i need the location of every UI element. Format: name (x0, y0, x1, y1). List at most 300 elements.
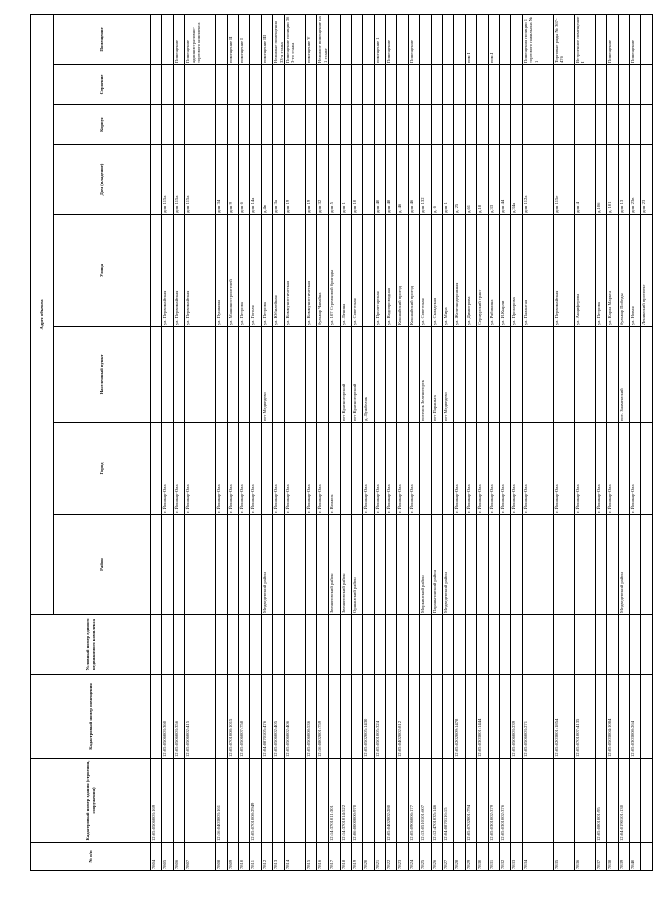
city-cell: г. Йошкар-Ола (238, 423, 249, 515)
house-cell: д. 6 (431, 145, 442, 215)
stroenie-cell (273, 65, 285, 105)
cad-building-cell (511, 759, 522, 843)
room-cell (500, 14, 511, 64)
row-number: 7832 (500, 843, 511, 871)
korpus-cell (618, 105, 629, 145)
district-cell (162, 515, 173, 615)
korpus-cell (351, 105, 362, 145)
row-number: 7815 (305, 843, 316, 871)
street-cell: ул. Юбилейная (273, 215, 285, 327)
cad-room-cell (351, 675, 362, 759)
row-number: 7827 (443, 843, 454, 871)
table-row (185, 14, 216, 870)
cond-num-cell (595, 615, 606, 675)
house-cell: д.4в (261, 145, 272, 215)
table-row (173, 14, 184, 870)
cond-num-cell (454, 615, 465, 675)
header-num: № п/п (31, 843, 151, 871)
row-number: 7834 (522, 843, 553, 871)
city-cell: г. Йошкар-Ола (363, 423, 374, 515)
district-cell (595, 515, 606, 615)
table-row (477, 14, 488, 870)
district-cell (522, 515, 553, 615)
settlement-cell (386, 327, 397, 423)
stroenie-cell (305, 65, 316, 105)
house-cell: дом 9 (227, 145, 238, 215)
street-cell: ул. Карла Маркса (607, 215, 618, 327)
header-stroenie: Строение (54, 65, 151, 105)
korpus-cell (216, 105, 227, 145)
korpus-cell (151, 105, 162, 145)
district-cell (317, 515, 329, 615)
table-row (374, 14, 385, 870)
cond-num-cell (420, 615, 431, 675)
stroenie-cell (431, 65, 442, 105)
stroenie-cell (477, 65, 488, 105)
row-number: 7820 (363, 843, 374, 871)
street-cell: ул. Петрова (238, 215, 249, 327)
city-cell: г. Йошкар-Ола (595, 423, 606, 515)
settlement-cell: пгт Параньга (431, 327, 442, 423)
street-cell: ул. Первомайская (162, 215, 173, 327)
row-number: 7838 (607, 843, 618, 871)
row-number: 7814 (284, 843, 305, 871)
district-cell (151, 515, 162, 615)
cond-num-cell (227, 615, 238, 675)
room-cell (641, 14, 652, 64)
cond-num-cell (317, 615, 329, 675)
street-cell (151, 215, 162, 327)
cad-room-cell: 12:05:0303001:1444 (477, 675, 488, 759)
cad-building-cell: 12:13:0510101:607 (420, 759, 431, 843)
house-cell (363, 145, 374, 215)
cond-num-cell (488, 615, 499, 675)
cond-num-cell (397, 615, 408, 675)
settlement-cell (465, 327, 476, 423)
city-cell: г. Йошкар-Ола (574, 423, 595, 515)
stroenie-cell (363, 65, 374, 105)
row-number: 7833 (511, 843, 522, 871)
table-row (595, 14, 606, 870)
cond-num-cell (443, 615, 454, 675)
house-cell: д.18 (477, 145, 488, 215)
table-row (351, 14, 362, 870)
house-cell: дом 115а (185, 145, 216, 215)
room-cell (363, 14, 374, 64)
district-cell (173, 515, 184, 615)
table-row (340, 14, 351, 870)
table-row (511, 14, 522, 870)
cad-room-cell (250, 675, 261, 759)
settlement-cell (238, 327, 249, 423)
cond-num-cell (162, 615, 173, 675)
cond-num-cell (408, 615, 419, 675)
cond-num-cell (185, 615, 216, 675)
table-row (454, 14, 465, 870)
cad-building-cell: 12:05:0301002:376 (500, 759, 511, 843)
house-cell: д. 101 (607, 145, 618, 215)
street-cell: бульвар Чавайна (317, 215, 329, 327)
city-cell: г. Йошкар-Ола (317, 423, 329, 515)
table-row (641, 14, 652, 870)
stroenie-cell (454, 65, 465, 105)
settlement-cell (629, 327, 640, 423)
house-cell: д.33 (488, 145, 499, 215)
house-cell: дом 1 (340, 145, 351, 215)
stroenie-cell (629, 65, 640, 105)
cad-building-cell: 12:06:0000000:970 (351, 759, 362, 843)
district-cell: Медведевский район (443, 515, 454, 615)
room-cell (431, 14, 442, 64)
cond-num-cell (522, 615, 553, 675)
cad-building-cell: 12:04:0870116:15 (443, 759, 454, 843)
korpus-cell (431, 105, 442, 145)
house-cell: дом 112а (522, 145, 553, 215)
cad-building-cell: 12:05:0301002:379 (488, 759, 499, 843)
street-cell: Сернурский тракт (477, 215, 488, 327)
cad-room-cell: 12:05:0506003:239 (511, 675, 522, 759)
stroenie-cell (408, 65, 419, 105)
district-cell: Моркинский район (420, 515, 431, 615)
city-cell: г. Йошкар-Ола (607, 423, 618, 515)
district-cell: Медведевский район (618, 515, 629, 615)
street-cell: ул. Пролетарская (374, 215, 385, 327)
korpus-cell (522, 105, 553, 145)
room-cell: Помещение административно-торгового комплекса (185, 14, 216, 64)
district-cell (511, 515, 522, 615)
row-number: 7828 (454, 843, 465, 871)
city-cell (641, 423, 652, 515)
settlement-cell (553, 327, 574, 423)
room-cell: Помещение (386, 14, 397, 64)
room-cell (443, 14, 454, 64)
row-number: 7822 (386, 843, 397, 871)
stroenie-cell (329, 65, 340, 105)
row-number: 7818 (340, 843, 351, 871)
house-cell: дом 115е (553, 145, 574, 215)
settlement-cell (522, 327, 553, 423)
table-row (408, 14, 419, 870)
street-cell (363, 215, 374, 327)
row-number: 7830 (477, 843, 488, 871)
street-cell: ул. Петрова (261, 215, 272, 327)
cad-building-cell (397, 759, 408, 843)
district-cell (273, 515, 285, 615)
row-number (641, 843, 652, 871)
stroenie-cell (386, 65, 397, 105)
cad-room-cell: 12:05:0506008:536 (305, 675, 316, 759)
room-cell: пом.I (488, 14, 499, 64)
house-cell: дом 19 (284, 145, 305, 215)
cond-num-cell (284, 615, 305, 675)
room-cell (340, 14, 351, 64)
settlement-cell (216, 327, 227, 423)
cad-room-cell: 12:05:0503004:1084 (607, 675, 618, 759)
table-row (488, 14, 499, 870)
cad-room-cell (618, 675, 629, 759)
cad-room-cell (408, 675, 419, 759)
row-number: 7821 (374, 843, 385, 871)
house-cell: дом 34 (216, 145, 227, 215)
korpus-cell (511, 105, 522, 145)
district-cell: Звениговский район (340, 515, 351, 615)
house-cell: дом 19 (305, 145, 316, 215)
street-cell: ул. Прохорова (511, 215, 522, 327)
city-cell: г. Йошкар-Ола (305, 423, 316, 515)
cad-building-cell (574, 759, 595, 843)
settlement-cell: пгт Медведево (261, 327, 272, 423)
stroenie-cell (511, 65, 522, 105)
korpus-cell (250, 105, 261, 145)
header-cad-building: Кадастровый номер здания (строения, сооружения) (31, 759, 151, 843)
korpus-cell (363, 105, 374, 145)
stroenie-cell (227, 65, 238, 105)
header-cond-num: Условный номер единого недвижимого комплекса (31, 615, 151, 675)
row-number: 7836 (574, 843, 595, 871)
city-cell: г. Йошкар-Ола (477, 423, 488, 515)
table-row (305, 14, 316, 870)
stroenie-cell (618, 65, 629, 105)
city-cell: г. Йошкар-Ола (629, 423, 640, 515)
stroenie-cell (500, 65, 511, 105)
district-cell: Оршанский район (351, 515, 362, 615)
room-cell: помещение I (238, 14, 249, 64)
street-cell: Ленинский проспект (641, 215, 652, 327)
table-row (431, 14, 442, 870)
korpus-cell (305, 105, 316, 145)
street-cell: ул. Димитрова (465, 215, 476, 327)
room-cell (329, 14, 340, 64)
city-cell (151, 423, 162, 515)
korpus-cell (397, 105, 408, 145)
room-cell: Помещение (408, 14, 419, 64)
stroenie-cell (607, 65, 618, 105)
cad-room-cell: 12:05:0506007:758 (238, 675, 249, 759)
korpus-cell (607, 105, 618, 145)
header-street: Улица (54, 215, 151, 327)
house-cell: д. 25 (454, 145, 465, 215)
table-row (629, 14, 640, 870)
cad-building-cell (238, 759, 249, 843)
korpus-cell (641, 105, 652, 145)
city-cell: г. Йошкар-Ола (386, 423, 397, 515)
stroenie-cell (397, 65, 408, 105)
korpus-cell (443, 105, 454, 145)
cond-num-cell (329, 615, 340, 675)
settlement-cell (574, 327, 595, 423)
district-cell (454, 515, 465, 615)
korpus-cell (238, 105, 249, 145)
stroenie-cell (595, 65, 606, 105)
cad-room-cell: 12:05:0506002:406 (284, 675, 305, 759)
cad-building-cell (317, 759, 329, 843)
korpus-cell (162, 105, 173, 145)
city-cell: г. Йошкар-Ола (408, 423, 419, 515)
district-cell (488, 515, 499, 615)
district-cell (408, 515, 419, 615)
house-cell: дом 1 (443, 145, 454, 215)
city-cell: г. Йошкар-Ола (284, 423, 305, 515)
street-cell: ул. Советская (420, 215, 431, 327)
cad-building-cell: 12:05:0702001:794 (465, 759, 476, 843)
korpus-cell (185, 105, 216, 145)
cad-building-cell (607, 759, 618, 843)
korpus-cell (477, 105, 488, 145)
city-cell: г. Йошкар-Ола (397, 423, 408, 515)
cond-num-cell (431, 615, 442, 675)
stroenie-cell (216, 65, 227, 105)
row-number: 7811 (250, 843, 261, 871)
city-cell: г. Йошкар-Ола (185, 423, 216, 515)
district-cell (500, 515, 511, 615)
cad-building-cell: 12:14:3701011:301 (329, 759, 340, 843)
house-cell: дом 115а (173, 145, 184, 215)
street-cell: ул. Петрова (595, 215, 606, 327)
house-cell: дом 10 (351, 145, 362, 215)
street-cell: ул. Водопроводная (386, 215, 397, 327)
city-cell: г. Йошкар-Ола (488, 423, 499, 515)
street-cell: ул. Первомайская (185, 215, 216, 327)
house-cell: дом 23в (629, 145, 640, 215)
settlement-cell (250, 327, 261, 423)
cad-building-cell (173, 759, 184, 843)
cad-building-cell (641, 759, 652, 843)
cond-num-cell (500, 615, 511, 675)
house-cell: дом 13 (618, 145, 629, 215)
district-cell (216, 515, 227, 615)
cond-num-cell (511, 615, 522, 675)
settlement-cell (185, 327, 216, 423)
house-cell: дом 4 (574, 145, 595, 215)
table-row (500, 14, 511, 870)
settlement-cell: пос. Знаменский (618, 327, 629, 423)
cad-room-cell (216, 675, 227, 759)
settlement-cell (595, 327, 606, 423)
cad-room-cell: 12:16:0802001:759 (317, 675, 329, 759)
row-number: 7809 (227, 843, 238, 871)
cad-room-cell (151, 675, 162, 759)
stroenie-cell (340, 65, 351, 105)
room-cell: Встроенное помещение I (574, 14, 595, 64)
settlement-cell (408, 327, 419, 423)
house-cell: д.61 (465, 145, 476, 215)
cad-room-cell: 12:05:0502005:1430 (363, 675, 374, 759)
room-cell (454, 14, 465, 64)
street-cell: Кокшайский проезд (397, 215, 408, 327)
house-cell: дом 3а (273, 145, 285, 215)
cad-room-cell: 12:05:0701007:4135 (574, 675, 595, 759)
cad-building-cell (629, 759, 640, 843)
cad-building-cell: 12:05:0701008:2949 (250, 759, 261, 843)
street-cell: ул. Первомайская (553, 215, 574, 327)
row-number: 7840 (629, 843, 640, 871)
row-number: 7816 (317, 843, 329, 871)
row-number: 7813 (273, 843, 285, 871)
cond-num-cell (340, 615, 351, 675)
stroenie-cell (261, 65, 272, 105)
house-cell (151, 145, 162, 215)
house-cell: дом 44 (500, 145, 511, 215)
cad-building-cell (374, 759, 385, 843)
table-row (238, 14, 249, 870)
district-cell (607, 515, 618, 615)
district-cell (250, 515, 261, 615)
room-cell: пом I (465, 14, 476, 64)
cond-num-cell (250, 615, 261, 675)
header-city: Город (54, 423, 151, 515)
stroenie-cell (465, 65, 476, 105)
stroenie-cell (151, 65, 162, 105)
street-cell: ул. Железнодорожная (454, 215, 465, 327)
settlement-cell (511, 327, 522, 423)
table-row (607, 14, 618, 870)
cad-building-cell: 12:05:0906006:177 (408, 759, 419, 843)
korpus-cell (465, 105, 476, 145)
cond-num-cell (465, 615, 476, 675)
row-number: 7839 (618, 843, 629, 871)
district-cell (363, 515, 374, 615)
settlement-cell (284, 327, 305, 423)
room-cell (250, 14, 261, 64)
cad-room-cell: 12:05:0506002:405 (273, 675, 285, 759)
korpus-cell (284, 105, 305, 145)
korpus-cell (500, 105, 511, 145)
room-cell (477, 14, 488, 64)
street-cell: ул. Коммунистическая (305, 215, 316, 327)
settlement-cell (273, 327, 285, 423)
register-rows (151, 14, 653, 870)
district-cell (386, 515, 397, 615)
korpus-cell (261, 105, 272, 145)
cond-num-cell (607, 615, 618, 675)
cond-num-cell (238, 615, 249, 675)
row-number: 7808 (216, 843, 227, 871)
row-number: 7812 (261, 843, 272, 871)
cad-building-cell (522, 759, 553, 843)
cond-num-cell (477, 615, 488, 675)
stroenie-cell (185, 65, 216, 105)
cad-room-cell: 12:05:0501005:324 (374, 675, 385, 759)
cad-room-cell: 12:04:0870105:476 (261, 675, 272, 759)
cad-room-cell (641, 675, 652, 759)
settlement-cell (397, 327, 408, 423)
city-cell: г. Йошкар-Ола (173, 423, 184, 515)
row-number: 7825 (420, 843, 431, 871)
room-cell (351, 14, 362, 64)
korpus-cell (329, 105, 340, 145)
settlement-cell: д. Лужбеляк (363, 327, 374, 423)
street-cell: Кокшайский проезд (408, 215, 419, 327)
header-settlement: Населенный пункт (54, 327, 151, 423)
cond-num-cell (629, 615, 640, 675)
stroenie-cell (173, 65, 184, 105)
district-cell (284, 515, 305, 615)
house-cell: дом 5 (329, 145, 340, 215)
table-row (151, 14, 162, 870)
settlement-cell (607, 327, 618, 423)
stroenie-cell (238, 65, 249, 105)
district-cell (305, 515, 316, 615)
city-cell: г. Йошкар-Ола (273, 423, 285, 515)
cad-building-cell (162, 759, 173, 843)
korpus-cell (227, 105, 238, 145)
room-cell: Торговые ряды № 367-476 (553, 14, 574, 64)
cad-room-cell (431, 675, 442, 759)
cad-room-cell: 12:05:0701008:1015 (227, 675, 238, 759)
street-cell: ул. Первомайская (173, 215, 184, 327)
room-cell: Помещение (173, 14, 184, 64)
cad-room-cell (420, 675, 431, 759)
